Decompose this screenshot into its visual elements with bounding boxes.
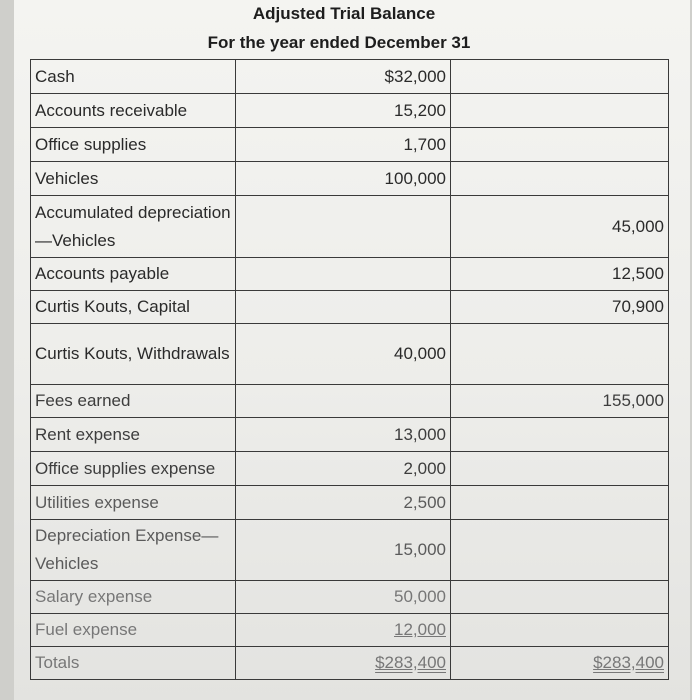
report-title: Adjusted Trial Balance [252, 4, 436, 23]
account-name: Accounts receivable [31, 94, 236, 128]
totals-label: Totals [31, 647, 236, 680]
account-name: Vehicles [31, 162, 236, 196]
table-row [31, 60, 669, 94]
debit-amount: 1,700 [236, 128, 451, 162]
credit-total: $283,400 [451, 647, 669, 680]
table-row [31, 614, 669, 647]
table-row [31, 452, 669, 486]
credit-amount [451, 581, 669, 614]
account-name: Rent expense [31, 418, 236, 452]
table-row [31, 291, 669, 324]
table-row [31, 258, 669, 291]
trial-balance-table [30, 59, 669, 680]
credit-amount [451, 614, 669, 647]
debit-amount: 15,200 [236, 94, 451, 128]
account-name: Office supplies expense [31, 452, 236, 486]
debit-amount: $32,000 [236, 60, 451, 94]
debit-amount: 50,000 [236, 581, 451, 614]
table-row [31, 324, 669, 385]
trial-balance-sheet [14, 0, 690, 700]
credit-amount [451, 418, 669, 452]
table-row [31, 385, 669, 418]
credit-amount: 45,000 [451, 196, 669, 258]
credit-amount [451, 162, 669, 196]
debit-amount [236, 385, 451, 418]
table-row [31, 520, 669, 581]
account-name: Accounts payable [31, 258, 236, 291]
account-name: Cash [31, 60, 236, 94]
table-row [31, 486, 669, 520]
report-period: For the year ended December 31 [207, 33, 471, 52]
debit-amount: 100,000 [236, 162, 451, 196]
credit-amount [451, 324, 669, 385]
debit-amount: 40,000 [236, 324, 451, 385]
credit-amount [451, 60, 669, 94]
debit-amount [236, 291, 451, 324]
account-name: Fuel expense [31, 614, 236, 647]
table-row [31, 162, 669, 196]
account-name: Curtis Kouts, Capital [31, 291, 236, 324]
debit-amount [236, 196, 451, 258]
table-row [31, 581, 669, 614]
credit-amount: 155,000 [451, 385, 669, 418]
debit-amount: 15,000 [236, 520, 451, 581]
debit-amount [236, 258, 451, 291]
debit-amount: 2,500 [236, 486, 451, 520]
credit-amount: 70,900 [451, 291, 669, 324]
account-name: Fees earned [31, 385, 236, 418]
debit-amount: 2,000 [236, 452, 451, 486]
credit-amount [451, 520, 669, 581]
credit-amount: 12,500 [451, 258, 669, 291]
debit-amount: 12,000 [236, 614, 451, 647]
account-name: Curtis Kouts, Withdrawals [31, 324, 236, 385]
account-name: Office supplies [31, 128, 236, 162]
table-row [31, 94, 669, 128]
credit-amount [451, 452, 669, 486]
table-row [31, 647, 669, 680]
debit-total: $283,400 [236, 647, 451, 680]
table-row [31, 196, 669, 258]
credit-amount [451, 486, 669, 520]
credit-amount [451, 128, 669, 162]
account-name: Utilities expense [31, 486, 236, 520]
account-name: Salary expense [31, 581, 236, 614]
account-name: Depreciation Expense—Vehicles [31, 520, 236, 581]
account-name: Accumulated depreciation—Vehicles [31, 196, 236, 258]
debit-amount: 13,000 [236, 418, 451, 452]
table-row [31, 418, 669, 452]
table-row [31, 128, 669, 162]
credit-amount [451, 94, 669, 128]
